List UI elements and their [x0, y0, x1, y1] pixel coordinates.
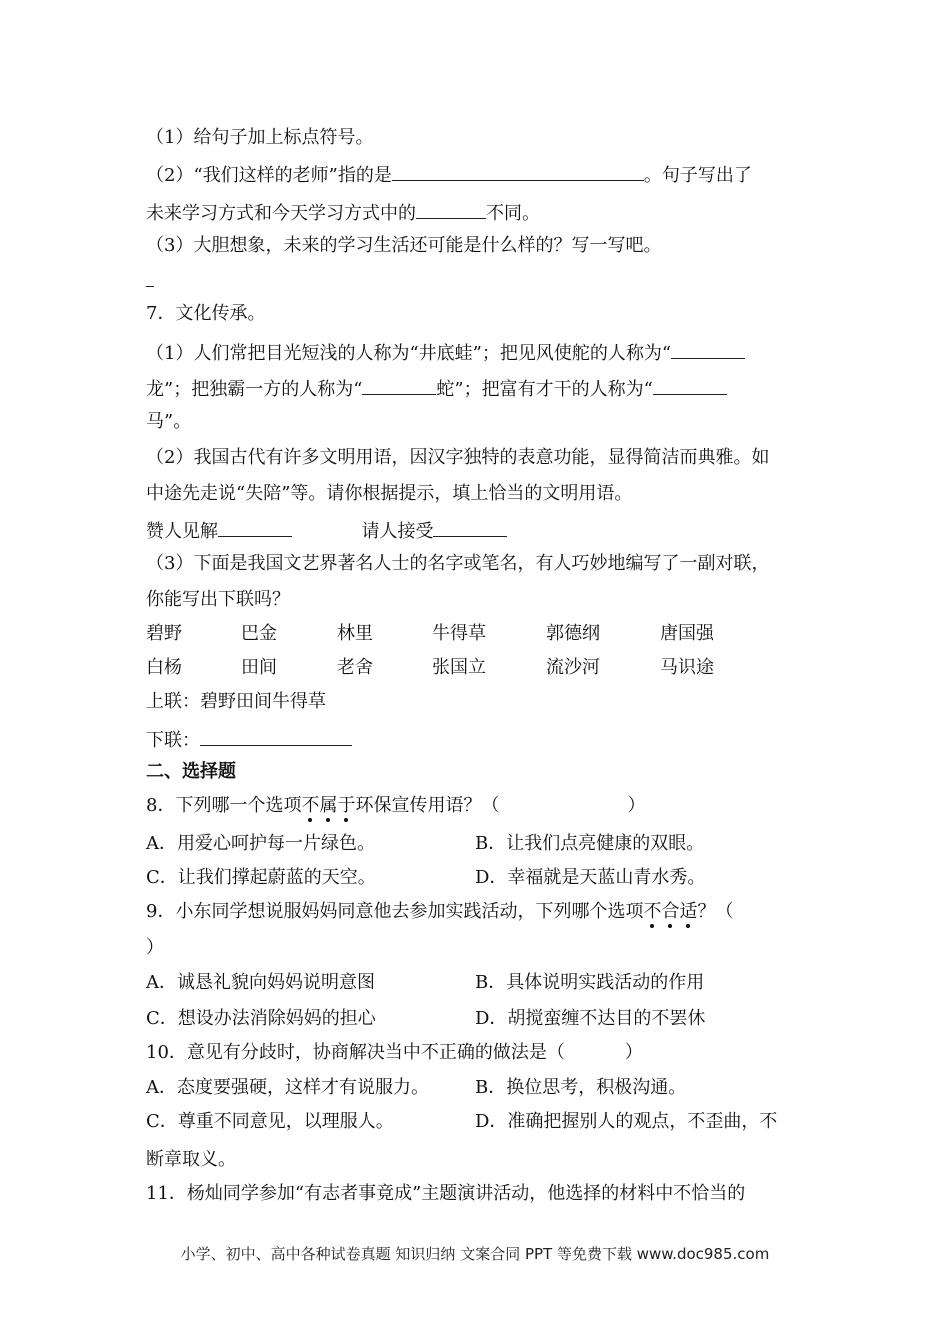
- q8-option-c[interactable]: C．让我们撑起蔚蓝的天空。: [146, 867, 376, 888]
- q7-sub1-cont: 龙”；把独霸一方的人称为“ 蛇”；把富有才干的人称为“: [146, 374, 727, 402]
- q7-blank-snake[interactable]: [362, 374, 436, 395]
- emphasis-char: 合: [661, 901, 680, 922]
- q7-sub2-cont: 中途先走说“失陪”等。请你根据提示，填上恰当的文明用语。: [146, 483, 633, 504]
- q7-sub1-end: 马”。: [146, 411, 192, 432]
- q6-answer-line[interactable]: [146, 286, 154, 287]
- q9-option-a[interactable]: A．诚恳礼貌向妈妈说明意图: [146, 972, 375, 993]
- name-cell: 白杨: [146, 657, 182, 678]
- q6-sub3: （3）大胆想象，未来的学习生活还可能是什么样的？写一写吧。: [146, 235, 662, 256]
- name-cell: 流沙河: [546, 657, 600, 678]
- name-cell: 老舍: [337, 657, 373, 678]
- section-heading: 二、选择题: [146, 761, 236, 782]
- name-cell: 唐国强: [660, 623, 714, 644]
- q8-option-a[interactable]: A．用爱心呵护每一片绿色。: [146, 833, 375, 854]
- name-cell: 张国立: [432, 657, 486, 678]
- q7-blank-praise[interactable]: [218, 516, 292, 537]
- q7-sub1: （1）人们常把目光短浅的人称为“井底蛙”；把见风使舵的人称为“: [146, 338, 745, 366]
- q10-option-b[interactable]: B．换位思考，积极沟通。: [475, 1077, 687, 1098]
- q7-sub2: （2）我国古代有许多文明用语，因汉字独特的表意功能，显得简洁而典雅。如: [146, 447, 770, 468]
- q9-stem: 9．小东同学想说服妈妈同意他去参加实践活动，下列哪个选项不合适？（: [146, 901, 734, 922]
- q11-stem: 11．杨灿同学参加“有志者事竟成”主题演讲活动，他选择的材料中不恰当的: [146, 1183, 746, 1204]
- name-cell: 碧野: [146, 623, 182, 644]
- page-footer: 小学、初中、高中各种试卷真题 知识归纳 文案合同 PPT 等免费下载 www.doc985.com: [180, 1245, 770, 1263]
- q6-sub2: （2）“我们这样的老师”指的是 。句子写出了: [146, 160, 752, 188]
- couplet-lower: 下联：: [146, 725, 352, 753]
- q7-sub3: （3）下面是我国文艺界著名人士的名字或笔名，有人巧妙地编写了一副对联，: [146, 553, 770, 574]
- emphasis-char: 不: [301, 795, 320, 816]
- q10-stem: 10．意见有分歧时，协商解决当中不正确的做法是（ ）: [146, 1042, 643, 1063]
- name-cell: 林里: [337, 623, 373, 644]
- q9-option-c[interactable]: C．想设办法消除妈妈的担心: [146, 1008, 376, 1029]
- q10-option-d-cont: 断章取义。: [146, 1149, 236, 1170]
- q6-blank-difference[interactable]: [416, 198, 486, 219]
- q6-blank-teacher[interactable]: [392, 160, 644, 181]
- emphasis-char: 属: [319, 795, 338, 816]
- emphasis-char: 于: [337, 795, 356, 816]
- couplet-lower-blank[interactable]: [200, 725, 352, 746]
- name-cell: 牛得草: [432, 623, 486, 644]
- q7-blank-dragon[interactable]: [671, 338, 745, 359]
- q10-option-d[interactable]: D．准确把握别人的观点，不歪曲，不: [475, 1111, 778, 1132]
- q9-stem-end: ）: [146, 937, 164, 958]
- name-cell: 巴金: [241, 623, 277, 644]
- q9-option-b[interactable]: B．具体说明实践活动的作用: [475, 972, 705, 993]
- q10-option-a[interactable]: A．态度要强硬，这样才有说服力。: [146, 1077, 429, 1098]
- q10-option-c[interactable]: C．尊重不同意见，以理服人。: [146, 1111, 394, 1132]
- q7-sub2-prompts: 赞人见解 请人接受: [146, 516, 507, 544]
- q6-sub1: （1）给句子加上标点符号。: [146, 127, 374, 148]
- q9-option-d[interactable]: D．胡搅蛮缠不达目的不罢休: [475, 1008, 706, 1029]
- q7-blank-accept[interactable]: [433, 516, 507, 537]
- name-cell: 田间: [241, 657, 277, 678]
- couplet-upper: 上联：碧野田间牛得草: [146, 691, 326, 712]
- q8-option-d[interactable]: D．幸福就是天蓝山青水秀。: [475, 867, 706, 888]
- name-cell: 马识途: [660, 657, 714, 678]
- name-cell: 郭德纲: [546, 623, 600, 644]
- q7-sub3-cont: 你能写出下联吗？: [146, 589, 290, 610]
- emphasis-char: 适: [679, 901, 698, 922]
- q7-title: 7．文化传承。: [146, 303, 266, 324]
- q8-stem: 8．下列哪一个选项不属于环保宣传用语？（ ）: [146, 795, 646, 816]
- emphasis-char: 不: [643, 901, 662, 922]
- q7-blank-horse[interactable]: [653, 374, 727, 395]
- q8-option-b[interactable]: B．让我们点亮健康的双眼。: [475, 833, 705, 854]
- q6-sub2-cont: 未来学习方式和今天学习方式中的 不同。: [146, 198, 540, 226]
